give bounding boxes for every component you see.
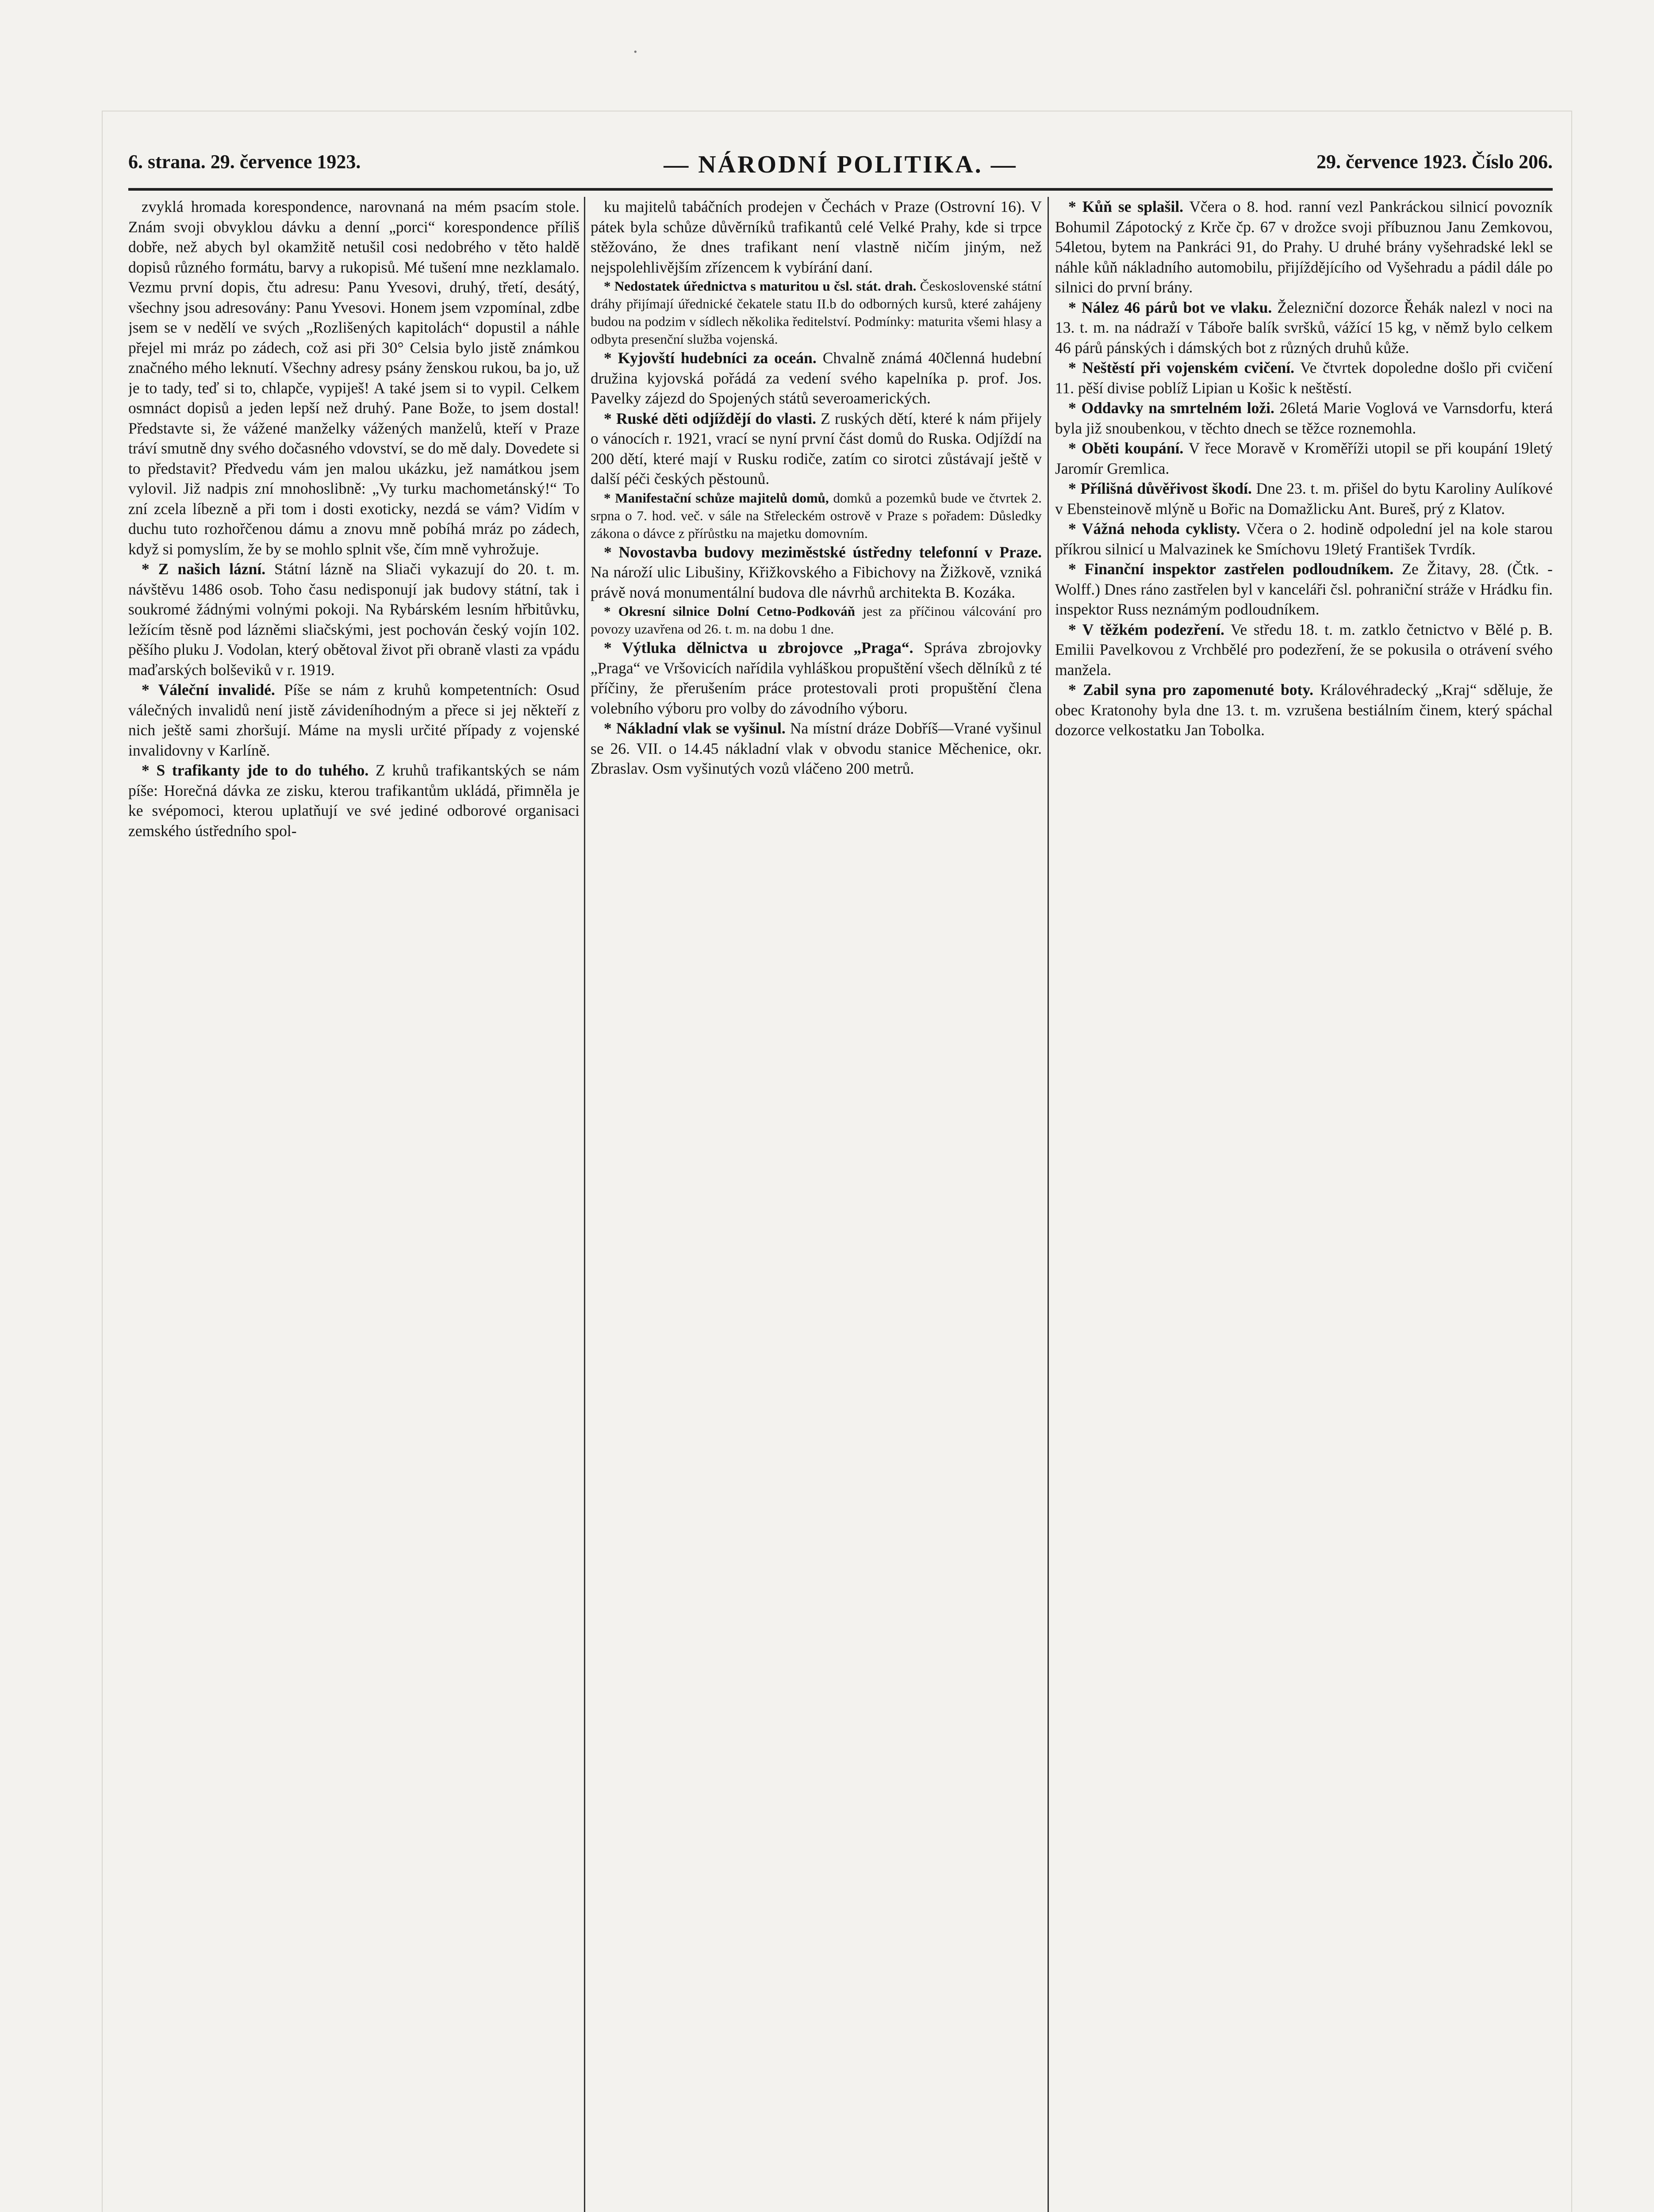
article [1055,197,1553,298]
article [128,680,579,760]
article-body: 26letá Marie Voglová ve Varnsdorfu, která byla již snoubenkou, v těchto dnech se těžce roznemohla. [1055,399,1553,437]
article-headline: * Kůň se splašil. [1068,198,1183,215]
article-body: Státní lázně na Sliači vykazují do 20. t. m. návštěvu 1486 osob. Toho času nedisponují jak budovy státní, tak i soukromé žádnými volnými pokoji. Na Rybárském lesním hřbitůvku, ležícím těsně pod lázněmi sliačskými, jest pochován český vojín 102. pěšího pluku J. Vodolan, který obětoval život při obraně vlasti za vpádu maďarských bolševiků v r. 1919. [128,560,579,679]
folio-right: 29. července 1923. Číslo 206. [1316,151,1553,173]
article [591,638,1042,718]
article-headline: * Oddavky na smrtelném loži. [1068,399,1274,417]
article [1055,438,1553,479]
article-body: Včera o 2. hodině odpolední jel na kole starou příkrou silnicí u Malvazinek ke Smíchovu 19letý František Tvrdík. [1055,520,1553,558]
article-headline: * Ruské děti odjíždějí do vlasti. [604,409,816,427]
article-headline: * Vážná nehoda cyklisty. [1068,520,1240,538]
article-body: Ve čtvrtek dopoledne došlo při cvičení 11. pěší divise poblíž Lipian u Košic k neštěstí. [1055,359,1553,397]
article-body: V řece Moravě v Kroměříži utopil se při koupání 19letý Jaromír Gremlica. [1055,439,1553,477]
article-headline: * Zabil syna pro zapomenuté boty. [1068,681,1313,699]
article-body: Železniční dozorce Řehák nalezl v noci na 13. t. m. na nádraží v Táboře balík svršků, vážící 15 kg, v němž bylo celkem 46 párů pánských i dámských bot z různých druhů kůže. [1055,298,1553,357]
article [128,559,579,680]
article-headline: * V těžkém podezření. [1068,620,1224,638]
article-body: Chvalně známá 40členná hudební družina kyjovská pořádá za vedení svého kapelníka p. prof. Jos. Pavelky zájezd do Spojených států severoamerických. [591,349,1042,407]
article-headline: * Nedostatek úřednictva s maturitou u čsl. stát. drah. [604,278,917,294]
article-body: Z ruských dětí, které k nám přijely o vánocích r. 1921, vrací se nyní první část domů do Ruska. Odjíždí na 200 dětí, které mají v Rusku rodiče, zatím co sirotci zůstávají ještě v další péči českých pěstounů. [591,409,1042,488]
article-headline: * Finanční inspektor zastřelen podloudníkem. [1068,560,1394,578]
article [1055,620,1553,680]
column-1 [128,197,579,2212]
article-body: Z kruhů trafikantských se nám píše: Horečná dávka ze zisku, kterou trafikantům ukládá, přimněla je ke svépomoci, kterou uplatňují ve své jediné odborové organisaci zemského ústředního spol- [128,761,579,840]
article [591,277,1042,348]
article [1055,680,1553,741]
article [1055,358,1553,398]
column-2 [591,197,1042,2212]
article [591,718,1042,779]
article [128,760,579,841]
article-headline: * S trafikanty jde to do tuhého. [142,761,369,779]
column-3 [1055,197,1553,2212]
article [591,348,1042,409]
article-body: Na místní dráze Dobříš—Vrané vyšinul se 26. VII. o 14.45 nákladní vlak v obvodu stanice Měchenice, okr. Zbraslav. Osm vyšinutých vozů vláčeno 200 metrů. [591,719,1042,777]
article-continuation: zvyklá hromada korespondence, narovnaná na mém psacím stole. Znám svoji obvyklou dávku a denní „porci“ korespondence příliš dobře, než abych byl okamžitě netušil cosi nedobrého v těto haldě dopisů různého formátu, barvy a rukopisů. Mé tušení mne nezklamalo. Vezmu první dopis, čtu adresu: Panu Yvesovi, druhý, třetí, desátý, všechny jsou adresovány: Panu Yvesovi. Honem jsem vzpomínal, zdbe jsem se v nedělí ve svých „Rozlišených kapitolách“ dopustil a náhle přejel mi mráz po zádech, což asi při 30° Celsia bylo jistě známkou značného mého leknutí. Všechny adresy psány ženskou rukou, ba jo, už je to tady, teď si to, chlapče, vypiješ! A také jsem si to vypil. Celkem osmnáct dopisů a jeden lepší než druhý. Pane Bože, to jsem dostal! Představte si, že vážené manželky vážených manželů, kteří v Praze tráví smutně dny svého dočasného vdovství, se do mě daly. Dovedete si to představit? Předvedu vám jen malou ukázku, jež namátkou jsem vylovil. Již nadpis zní mnohoslibně: „Vy turku machometánský!“ To zní zcela líbezně a při tom i dosti exoticky, nezdá se vám? Vidím v duchu tuto rozhořčenou dámu a znovu mně pobíhá mráz po zádech, když si pomyslím, že by se mohlo splnit vše, čím mně vyhrožuje. [128,198,579,558]
article-headline: * Z našich lázní. [142,560,266,578]
article [591,542,1042,603]
article-headline: * Nález 46 párů bot ve vlaku. [1068,298,1272,316]
article [591,489,1042,542]
article [1055,519,1553,559]
article [591,409,1042,489]
article-body: jest za příčinou válcování pro povozy uzavřena od 26. t. m. na dobu 1 dne. [591,603,1042,637]
article [1055,298,1553,358]
article [1055,398,1553,438]
column-rule [1048,197,1049,2212]
article-body: Včera o 8. hod. ranní vezl Pankráckou silnicí povozník Bohumil Zápotocký z Krče čp. 67 v drožce svoji příbuznou Janu Zemkovou, 54letou, bytem na Pankráci 91, do Prahy. U druhé brány vyšehradské lekl se náhle kůň nákladního automobilu, přijíždějícího od Vyšehradu a pádil dále po silnici do první brány. [1055,198,1553,296]
article-body: Píše se nám z kruhů kompetentních: Osud válečných invalidů není jistě závideníhodným a přece si jej někteří z nich ještě sami zhoršují. Máme na mysli určité případy z vojenské invalidovny v Karlíně. [128,681,579,759]
article-headline: * Neštěstí při vojenském cvičení. [1068,359,1295,376]
article-headline: * Váleční invalidé. [142,681,275,699]
article [1055,559,1553,620]
article-headline: * Novostavba budovy meziměstské ústředny telefonní v Praze. [604,543,1042,561]
article-headline: * Přílišná důvěřivost škodí. [1068,480,1252,497]
article-continuation: ku majitelů tabáčních prodejen v Čechách v Praze (Ostrovní 16). V pátek byla schůze důvěrníků trafikantů celé Velké Prahy, kde si trpce stěžováno, že dnes trafikant není vlastně ničím jiným, než nejspolehlivějším zřízencem k vybírání daní. [591,198,1042,276]
folio-left: 6. strana. 29. července 1923. [128,151,361,173]
column-rule [584,197,585,2212]
article-headline: * Kyjovští hudebníci za oceán. [604,349,817,367]
article-body: Na nároží ulic Libušiny, Křižkovského a Fibichovy na Žižkově, vzniká právě nová monumentální budova dle návrhů architekta B. Kozáka. [591,563,1042,601]
article-headline: * Nákladní vlak se vyšinul. [604,719,786,737]
article-headline: * Oběti koupání. [1068,439,1184,457]
article-body: domků a pozemků bude ve čtvrtek 2. srpna o 7. hod. več. v sále na Střeleckém ostrově v Praze s pořadem: Důsledky zákona o dávce z přírůstku na majetku domovním. [591,490,1042,541]
article-body: Správa zbrojovky „Praga“ ve Vršovicích nařídila vyhláškou propuštění všech dělníků z té příčiny, že přerušením práce protestovali proti propuštění člena volebního výboru pro volby do závodního výboru. [591,639,1042,717]
article-headline: * Manifestační schůze majitelů domů, [604,490,829,506]
running-head [128,133,1553,195]
article-body: Ze Žitavy, 28. (Čtk. - Wolff.) Dnes ráno zastřelen byl v kanceláři čsl. pohraniční stráže v Hrádku fin. inspektor Russ neznámým podloudníkem. [1055,560,1553,618]
article-body: Královéhradecký „Kraj“ sděluje, že obec Kratonohy byla dne 13. t. m. vzrušena bestiálním činem, který spáchal dozorce velkostatku Jan Tobolka. [1055,681,1553,739]
article-body: Československé státní dráhy přijímají úřednické čekatele statu II.b do odborných kursů, které zahájeny budou na podzim v sídlech několika ředitelství. Podmínky: maturita všemi hlasy a odbyta presenční služba vojenská. [591,278,1042,347]
article-headline: * Výtluka dělnictva u zbrojovce „Praga“. [604,639,913,657]
article [591,603,1042,638]
article-headline: * Okresní silnice Dolní Cetno-Podkováň [604,603,855,619]
article [1055,479,1553,519]
article-body: Ve středu 18. t. m. zatklo četnictvo v Bělé p. B. Emilii Pavelkovou z Vrchbělé pro podezření, že se pokusila o otrávení svého manžela. [1055,620,1553,679]
ink-mark: · [633,42,638,62]
header-rule [128,188,1553,191]
masthead-title: — NÁRODNÍ POLITIKA. — [664,151,1017,178]
article-body: Dne 23. t. m. přišel do bytu Karoliny Aulíkové v Ebensteinově mlýně u Bořic na Domažlicku Ant. Bureš, prý z Klatov. [1055,480,1553,518]
